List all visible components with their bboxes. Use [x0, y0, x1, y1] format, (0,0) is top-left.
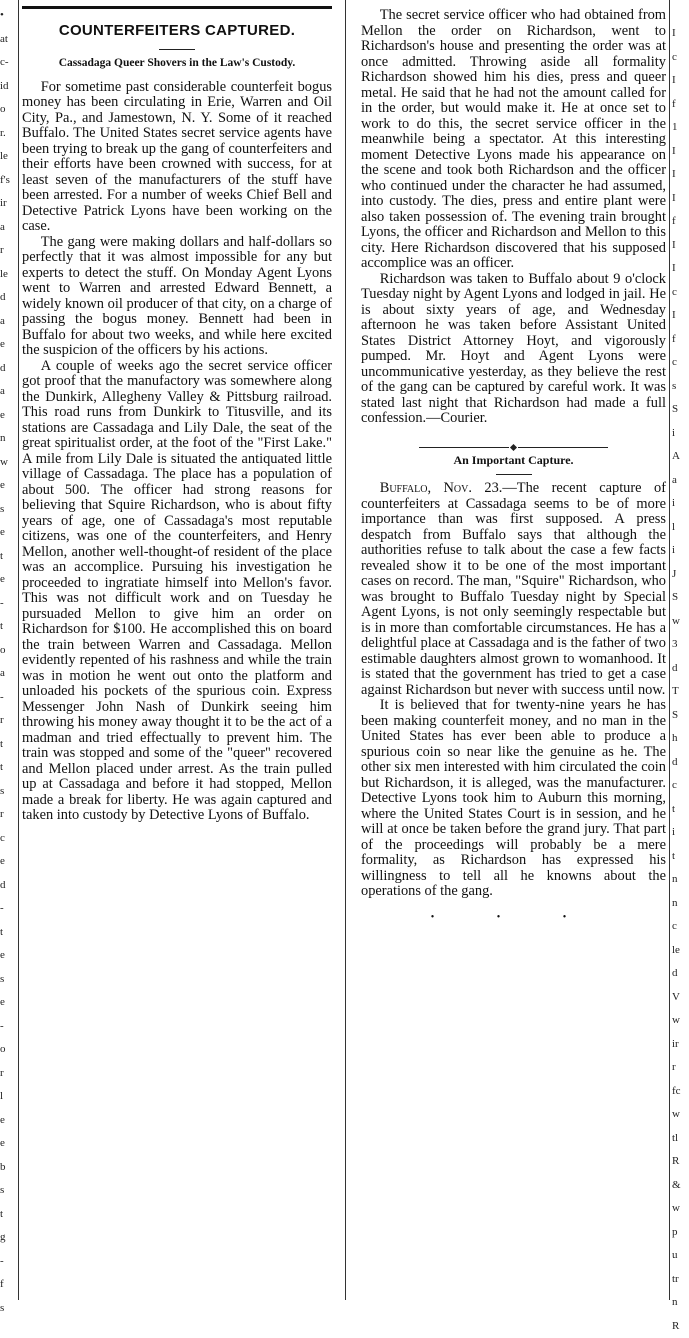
- edge-fragment: e: [0, 850, 16, 874]
- edge-fragment: I: [672, 257, 689, 281]
- edge-fragment: f: [672, 328, 689, 352]
- edge-fragment: s: [672, 375, 689, 399]
- edge-fragment: c-: [0, 51, 16, 75]
- edge-fragment: I: [672, 69, 689, 93]
- edge-fragment: •: [0, 4, 16, 28]
- edge-fragment: e: [0, 1132, 16, 1156]
- edge-fragment: R: [672, 1150, 689, 1174]
- edge-fragment: w: [672, 1197, 689, 1221]
- edge-fragment: r.: [0, 122, 16, 146]
- edge-fragment: d: [672, 962, 689, 986]
- edge-fragment: -: [0, 592, 16, 616]
- edge-fragment: le: [0, 263, 16, 287]
- edge-fragment: g: [0, 1226, 16, 1250]
- edge-fragment: V: [672, 986, 689, 1010]
- edge-fragment: I: [672, 234, 689, 258]
- edge-fragment: i: [672, 821, 689, 845]
- edge-fragment: S: [672, 704, 689, 728]
- edge-fragment: e: [0, 944, 16, 968]
- column-rule-right: [669, 0, 670, 1300]
- edge-fragment: f's: [0, 169, 16, 193]
- article-column-2: [361, 0, 666, 1300]
- edge-fragment: A: [672, 445, 689, 469]
- edge-fragment: n: [672, 868, 689, 892]
- edge-fragment: d: [672, 751, 689, 775]
- subheadline: Cassadaga Queer Shovers in the Law's Custody.: [30, 56, 324, 70]
- edge-fragment: e: [0, 404, 16, 428]
- paragraph-6: [361, 481, 666, 698]
- edge-fragment: f: [672, 93, 689, 117]
- edge-fragment: t: [0, 733, 16, 757]
- edge-fragment: tl: [672, 1127, 689, 1151]
- edge-fragment: i: [672, 492, 689, 516]
- edge-fragment: d: [0, 357, 16, 381]
- edge-fragment: f: [0, 1273, 16, 1297]
- edge-fragment: n: [672, 1291, 689, 1315]
- edge-fragment: R: [672, 1315, 689, 1338]
- edge-fragment: -: [0, 897, 16, 921]
- edge-fragment: d: [0, 286, 16, 310]
- paragraph-1: For sometime past considerable counterfeit bogus money has been circulating in Erie, Warren and Oil City, Pa., and Jamestown, N. Y. Some of it reached Buffalo. The United States secret service agents have been trying to break up the gang of counterfeiters and their efforts have been crowned with success, for at least seven of the manufacturers of the stuff have been arrested. For a number of weeks Chief Bell and Detective Patrick Lyons have been working on the case.: [22, 80, 332, 235]
- edge-fragment: b: [0, 1156, 16, 1180]
- edge-fragment: t: [0, 921, 16, 945]
- edge-fragment: r: [0, 239, 16, 263]
- edge-fragment: a: [672, 469, 689, 493]
- edge-fragment: w: [0, 451, 16, 475]
- edge-fragment: w: [672, 1103, 689, 1127]
- edge-fragment: le: [672, 939, 689, 963]
- dateline: Buffalo, Nov. 23.: [380, 480, 503, 496]
- edge-fragment: o: [0, 98, 16, 122]
- edge-fragment: n: [672, 892, 689, 916]
- edge-fragment: c: [672, 915, 689, 939]
- edge-fragment: I: [672, 140, 689, 164]
- top-rule: [22, 6, 332, 9]
- edge-fragment: &: [672, 1174, 689, 1198]
- edge-fragment: d: [672, 657, 689, 681]
- edge-fragment: c: [672, 774, 689, 798]
- edge-fragment: J: [672, 563, 689, 587]
- edge-fragment: S: [672, 398, 689, 422]
- edge-fragment: e: [0, 991, 16, 1015]
- edge-fragment: c: [0, 827, 16, 851]
- edge-fragment: S: [672, 586, 689, 610]
- headline-rule: [159, 49, 195, 50]
- edge-fragment: a: [0, 662, 16, 686]
- edge-fragment: a: [0, 380, 16, 404]
- edge-fragment: -: [0, 686, 16, 710]
- edge-fragment: t: [0, 545, 16, 569]
- edge-fragment: o: [0, 1038, 16, 1062]
- edge-fragment: e: [0, 474, 16, 498]
- edge-fragment: I: [672, 22, 689, 46]
- edge-fragment: at: [0, 28, 16, 52]
- edge-fragment: e: [0, 1109, 16, 1133]
- bottom-ornament: • • •: [361, 910, 666, 926]
- edge-fragment: I: [672, 304, 689, 328]
- edge-fragment: fc: [672, 1080, 689, 1104]
- edge-fragment: ir: [0, 192, 16, 216]
- edge-fragment: e: [0, 333, 16, 357]
- paragraph-3: A couple of weeks ago the secret service officer got proof that the manufactory was somewhere along the Dunkirk, Allegheny Valley & Pittsburg railroad. This road runs from Dunkirk to Titusville, and its stations are Cassadaga and Lily Dale, the seat of the great spiritualist order, at the foot of the "First Lake." A mile from Lily Dale is situated the antiquated little village of Cassadaga. The place has a population of about 500. The officer had strong reasons for believing that Squire Richardson, who is about fifty years of age, one of Cassadaga's most reputable citizens, was one of the counterfeiters, and Henry Mellon, another well-thought-of resident of the place was an accomplice. Pursuing his investigation he proceeded to ingratiate himself into Mellon's favor. This was not difficult work and on Tuesday he pursuaded Mellon to give him an order on Richardson for $100. He accomplished this on board the train between Warren and Cassadaga. Mellon evidently repented of his rashness and while the train was in motion he went out onto the platform and unloaded his pockets of the spurious coin. Express Messenger John Nash of Dunkirk seeing him throwing his money away thought it to be the act of a madman and tried effectually to prevent him. The train was stopped and some of the "queer" recovered and Mellon placed under arrest. As the train pulled up at Cassadaga and before it had stopped, Mellon made a break for liberty. He was again captured and taken into custody by Detective Lyons of Buffalo.: [22, 359, 332, 824]
- headline: COUNTERFEITERS CAPTURED.: [22, 23, 332, 39]
- edge-fragment: i: [672, 422, 689, 446]
- edge-fragment: t: [0, 756, 16, 780]
- left-edge-fragments: [0, 0, 16, 1304]
- edge-fragment: t: [672, 798, 689, 822]
- edge-fragment: c: [672, 46, 689, 70]
- paragraph-7: It is believed that for twenty-nine years he has been making counterfeit money, and no man in the United States has ever been able to produce a spurious coin so near like the genuine as he. The other six men interested with him circulated the coin but Richardson, it is alleged, was the manufacturer. Detective Lyons took him to Auburn this morning, where the United States Court is in session, and he will at once be taken before the grand jury. That part of the proceedings will probably be a mere formality, as Richardson has expressed his willingness to tell all he knowns about the operations of the gang.: [361, 698, 666, 900]
- edge-fragment: o: [0, 639, 16, 663]
- edge-fragment: s: [0, 968, 16, 992]
- edge-fragment: l: [672, 516, 689, 540]
- article-column-1: [22, 0, 332, 1300]
- edge-fragment: s: [0, 1179, 16, 1203]
- edge-fragment: r: [0, 1062, 16, 1086]
- edge-fragment: f: [672, 210, 689, 234]
- edge-fragment: i: [672, 539, 689, 563]
- edge-fragment: s: [0, 780, 16, 804]
- edge-fragment: w: [672, 1009, 689, 1033]
- edge-fragment: n: [0, 427, 16, 451]
- edge-fragment: d: [0, 874, 16, 898]
- paragraph-2: The gang were making dollars and half-dollars so perfectly that it was almost impossible for any but experts to detect the stuff. On Monday Agent Lyons went to Warren and arrested Edward Bennett, a widely known oil producer of that city, on a charge of passing the bogus money. Bennett had been in Buffalo for about two weeks, and while here excited the suspicion of the officers by his actions.: [22, 235, 332, 359]
- edge-fragment: a: [0, 216, 16, 240]
- edge-fragment: h: [672, 727, 689, 751]
- subheadline-2: An Important Capture.: [361, 453, 666, 469]
- section-separator: [361, 439, 666, 445]
- edge-fragment: p: [672, 1221, 689, 1245]
- edge-fragment: -: [0, 1015, 16, 1039]
- edge-fragment: r: [0, 803, 16, 827]
- paragraph-4: The secret service officer who had obtained from Mellon the order on Richardson, went to Richardson's house and presenting the order was at once admitted. Throwing aside all formality Richardson showed him his dies, press and queer metal. He said that he had not the amount called for in the order, but would make it. He at once set to work to do this, the secret service officer in the meanwhile being a spectator. At this interesting moment Detective Lyons made his appearance on the scene and took both Richardson and the officer who continued under the character he had assumed, into custody. The dies, press and entire plant were also taken possession of. The evening train brought Lyons, the officer and Richardson and Mellon to this city. Here Richardson discovered that his supposed accomplice was an officer.: [361, 8, 666, 272]
- edge-fragment: T: [672, 680, 689, 704]
- column-rule-left: [18, 0, 19, 1300]
- edge-fragment: w: [672, 610, 689, 634]
- edge-fragment: s: [0, 1297, 16, 1321]
- subheadline-rule: [496, 474, 532, 475]
- edge-fragment: c: [672, 351, 689, 375]
- edge-fragment: c: [672, 281, 689, 305]
- column-rule-center: [345, 0, 346, 1300]
- lead-text: —The recent capture of counterfeiters at Cassadaga seems to be of more importance than was first supposed. A press despatch from Buffalo says that although the authorities refuse to talk about the case a few facts revealed show it to be one of the most important cases on record. The man, "Squire" Richardson, who was brought to Buffalo Tuesday night by Special Agent Lyons, is not only seemingly respectable but is in more than comfortable circumstances. He has a delightful place at Cassadaga and is the father of two estimable daughters almost grown to womanhood. It is stated that the government has tried to get a case against Richardson but never with success until now.: [361, 480, 666, 698]
- edge-fragment: l: [0, 1085, 16, 1109]
- edge-fragment: 3: [672, 633, 689, 657]
- edge-fragment: t: [0, 615, 16, 639]
- edge-fragment: I: [672, 187, 689, 211]
- edge-fragment: 1: [672, 116, 689, 140]
- edge-fragment: I: [672, 163, 689, 187]
- edge-fragment: le: [0, 145, 16, 169]
- edge-fragment: id: [0, 75, 16, 99]
- edge-fragment: e: [0, 521, 16, 545]
- edge-fragment: e: [0, 568, 16, 592]
- edge-fragment: r: [672, 1056, 689, 1080]
- edge-fragment: s: [0, 498, 16, 522]
- edge-fragment: t: [0, 1203, 16, 1227]
- edge-fragment: a: [0, 310, 16, 334]
- right-edge-fragments: [672, 0, 689, 1322]
- edge-fragment: r: [0, 709, 16, 733]
- edge-fragment: u: [672, 1244, 689, 1268]
- paragraph-5: Richardson was taken to Buffalo about 9 o'clock Tuesday night by Agent Lyons and lodged in jail. He is about sixty years of age, and Wednesday afternoon he was taken before Assistant United States District Attorney Hoyt, and vigorously pumped. Mr. Hoyt and Agent Lyons were uncommunicative yesterday, as they believe the rest of the gang can be captured by careful work. It was stated last night that Richardson had made a full confession.—Courier.: [361, 272, 666, 427]
- edge-fragment: -: [0, 1250, 16, 1274]
- edge-fragment: ir: [672, 1033, 689, 1057]
- edge-fragment: t: [672, 845, 689, 869]
- edge-fragment: tr: [672, 1268, 689, 1292]
